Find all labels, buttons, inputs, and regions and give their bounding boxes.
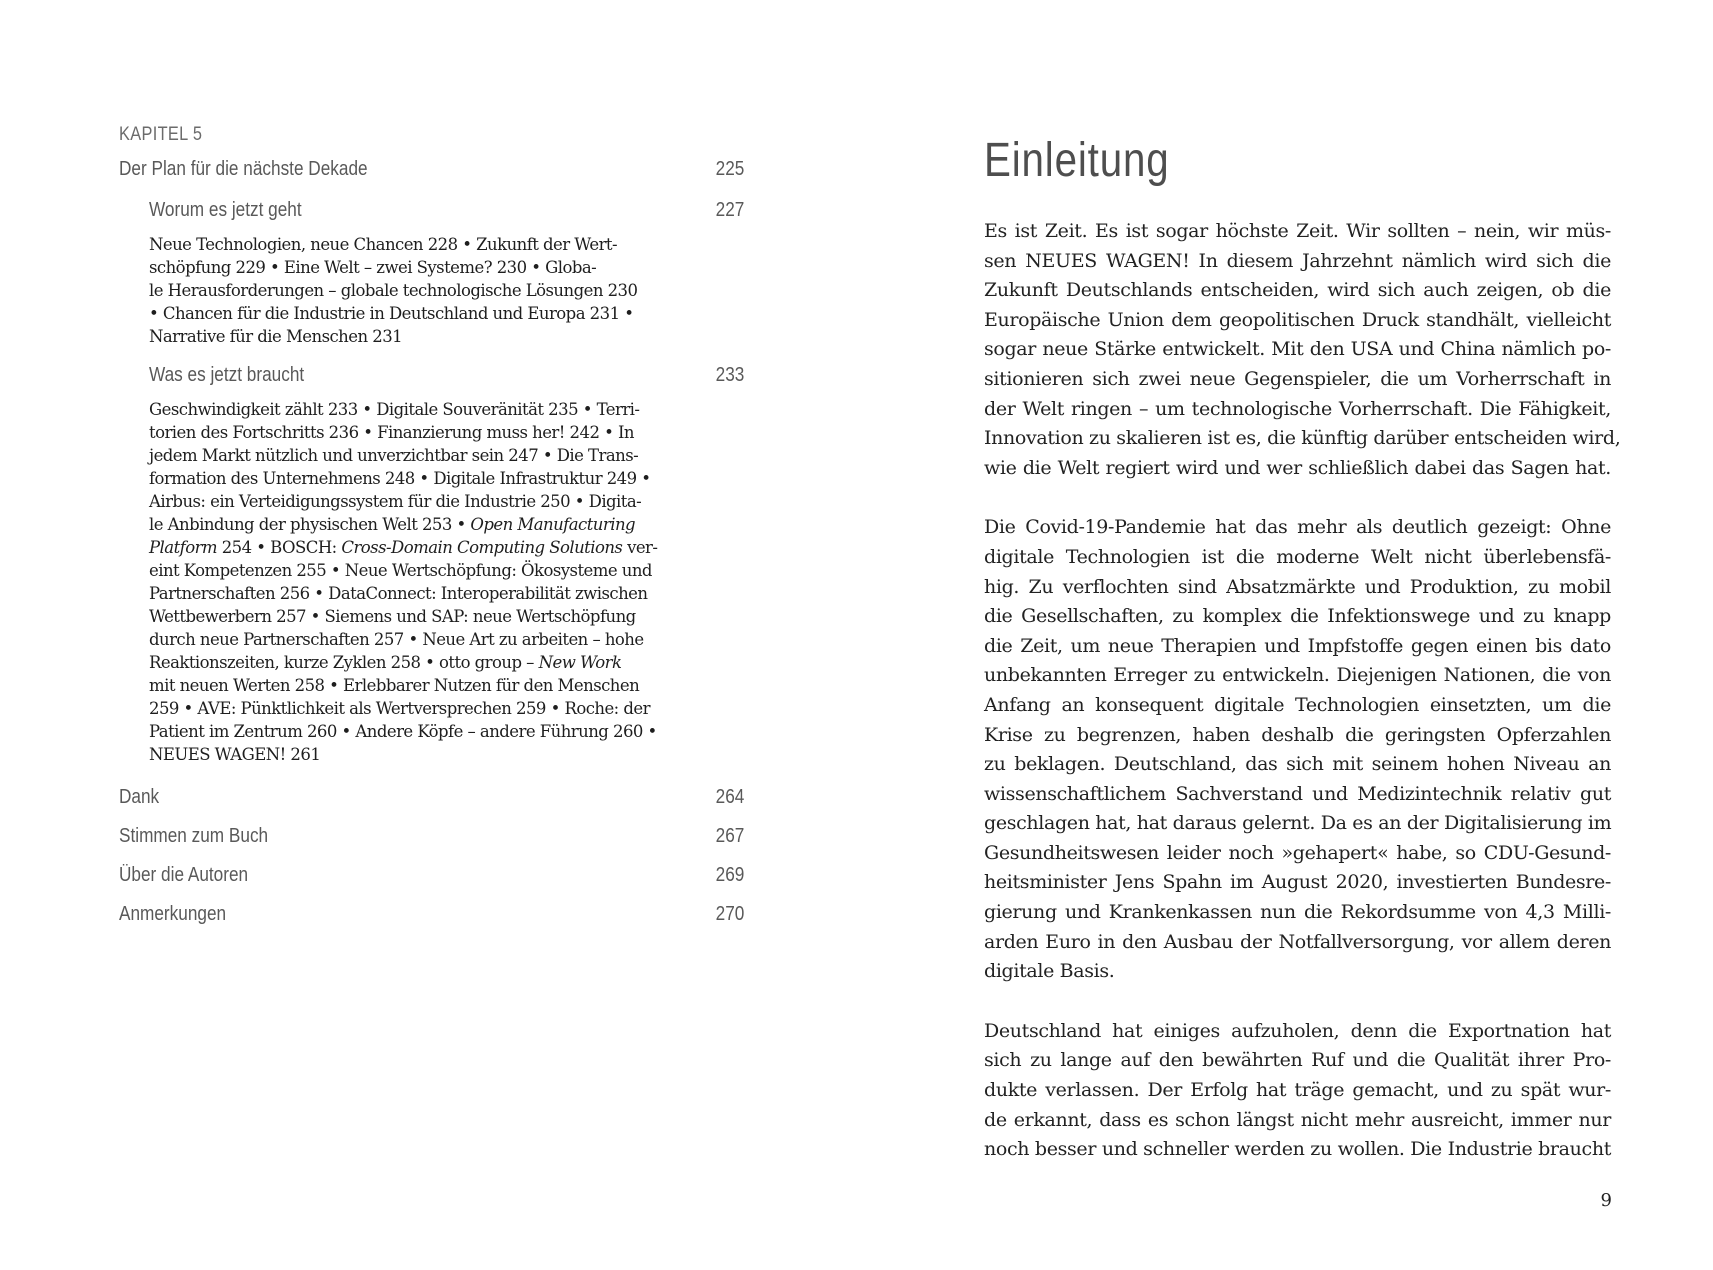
topic-italic: Cross-Domain Computing Solutions: [341, 538, 623, 557]
topic-line: durch neue Partnerschaften 257 • Neue Art zu arbeiten – hohe: [149, 630, 644, 649]
topic-italic: Platform: [149, 538, 218, 557]
toc-section-topics: [149, 233, 689, 348]
toc-section-page: 233: [715, 364, 744, 386]
topic-italic: Open Manufacturing: [470, 515, 636, 534]
topic-line: [149, 651, 689, 674]
topic-line: [149, 513, 689, 536]
text-line: die Gesellschaften, zu komplex die Infektionswege und zu knapp: [984, 605, 1611, 628]
text-line: digitale Basis.: [984, 960, 1115, 983]
page-number: 9: [1600, 1190, 1612, 1211]
left-page: [0, 0, 856, 1270]
topic-line: eint Kompetenzen 255 • Neue Wertschöpfung: Ökosysteme und: [149, 561, 652, 580]
text-line: Gesundheitswesen leider noch »gehapert« habe, so CDU-Gesund-: [984, 841, 1611, 864]
toc-entry-title: Dank: [119, 786, 160, 808]
table-of-contents: [119, 120, 744, 934]
toc-entry-title: Der Plan für die nächste Dekade: [119, 158, 368, 180]
toc-entry-dank[interactable]: [119, 778, 744, 817]
toc-section-worum[interactable]: [149, 189, 744, 231]
text-line: de erkannt, dass es schon längst nicht mehr ausreicht, immer nur: [984, 1108, 1611, 1131]
text-line: digitale Technologien ist die moderne Welt nicht überlebensfä-: [984, 545, 1611, 568]
topic-line: Patient im Zentrum 260 • Andere Köpfe – andere Führung 260 •: [149, 722, 657, 741]
text-line: sogar neue Stärke entwickelt. Mit den USA und China nämlich po-: [984, 338, 1611, 361]
toc-section-topics: [149, 398, 689, 766]
toc-section-page: 227: [715, 199, 744, 221]
topic-text: 254 • BOSCH:: [221, 538, 337, 557]
text-line: dukte verlassen. Der Erfolg hat träge gemacht, und zu spät wur-: [984, 1079, 1611, 1102]
toc-back-matter: [119, 778, 744, 934]
toc-entry-title: Über die Autoren: [119, 864, 249, 886]
text-line: Die Covid-19-Pandemie hat das mehr als deutlich gezeigt: Ohne: [984, 516, 1611, 539]
text-line: wie die Welt regiert wird und wer schließlich dabei das Sagen hat.: [984, 456, 1611, 479]
text-line: wissenschaftlichem Sachverstand und Medizintechnik relativ gut: [984, 782, 1611, 805]
toc-entry-page: 270: [715, 903, 744, 925]
topic-line: 259 • AVE: Pünktlichkeit als Wertversprechen 259 • Roche: der: [149, 699, 650, 718]
text-line: geschlagen hat, hat daraus gelernt. Da es an der Digitalisierung im: [984, 812, 1612, 835]
text-line: der Welt ringen – um technologische Vorherrschaft. Die Fähigkeit,: [984, 397, 1611, 420]
topic-line: Neue Technologien, neue Chancen 228 • Zukunft der Wert-: [149, 235, 618, 254]
topic-italic: New Work: [538, 653, 622, 672]
toc-entry-stimmen[interactable]: [119, 817, 744, 856]
toc-entry-page: 267: [715, 825, 744, 847]
text-line: hig. Zu verflochten sind Absatzmärkte und Produktion, zu mobil: [984, 575, 1611, 598]
toc-section-was[interactable]: [149, 354, 744, 396]
body-text: [984, 217, 1621, 1195]
text-line: heitsminister Jens Spahn im August 2020, investierten Bundesre-: [984, 871, 1611, 894]
topic-line: Narrative für die Menschen 231: [149, 327, 403, 346]
topic-line: Airbus: ein Verteidigungssystem für die Industrie 250 • Digita-: [149, 492, 642, 511]
paragraph: [984, 1017, 1611, 1165]
topic-line: NEUES WAGEN! 261: [149, 745, 321, 764]
text-line: sen NEUES WAGEN! In diesem Jahrzehnt nämlich wird sich die: [984, 249, 1611, 272]
topic-line: • Chancen für die Industrie in Deutschland und Europa 231 •: [149, 304, 634, 323]
chapter-label: KAPITEL 5: [119, 124, 203, 145]
text-line: Deutschland hat einiges aufzuholen, denn die Exportnation hat: [984, 1019, 1611, 1042]
topic-line: le Herausforderungen – globale technologische Lösungen 230: [149, 281, 638, 300]
topic-line: Partnerschaften 256 • DataConnect: Interoperabilität zwischen: [149, 584, 648, 603]
topic-line: torien des Fortschritts 236 • Finanzierung muss her! 242 • In: [149, 423, 635, 442]
chapter-title: Einleitung: [984, 134, 1170, 187]
text-line: zu beklagen. Deutschland, das sich mit seinem hohen Niveau an: [984, 753, 1611, 776]
text-line: arden Euro in den Ausbau der Notfallversorgung, vor allem deren: [984, 930, 1611, 953]
toc-entry-title: Stimmen zum Buch: [119, 825, 269, 847]
toc-section-title: Was es jetzt braucht: [149, 364, 305, 386]
topic-line: [149, 536, 689, 559]
toc-section-title: Worum es jetzt geht: [149, 199, 302, 221]
text-line: Es ist Zeit. Es ist sogar höchste Zeit. Wir sollten – nein, wir müs-: [984, 220, 1611, 242]
toc-entry-page: 264: [715, 786, 744, 808]
text-line: noch besser und schneller werden zu wollen. Die Industrie braucht: [984, 1138, 1611, 1161]
toc-entry-autoren[interactable]: [119, 856, 744, 895]
topic-line: mit neuen Werten 258 • Erlebbarer Nutzen für den Menschen: [149, 676, 640, 695]
paragraph: [984, 513, 1611, 987]
right-page: [856, 0, 1713, 1270]
topic-line: Geschwindigkeit zählt 233 • Digitale Souveränität 235 • Terri-: [149, 400, 640, 419]
topic-line: Wettbewerbern 257 • Siemens und SAP: neue Wertschöpfung: [149, 607, 636, 626]
toc-entry-chapter[interactable]: [119, 150, 744, 189]
text-line: Innovation zu skalieren ist es, die künftig darüber entscheiden wird,: [984, 427, 1621, 450]
text-line: die Zeit, um neue Therapien und Impfstoffe gegen einen bis dato: [984, 634, 1611, 657]
topic-line: jedem Markt nützlich und unverzichtbar sein 247 • Die Trans-: [149, 446, 639, 465]
topic-text: Reaktionszeiten, kurze Zyklen 258 • otto group –: [149, 653, 534, 672]
text-line: Zukunft Deutschlands entscheiden, wird sich auch zeigen, ob die: [984, 279, 1611, 302]
text-line: sich zu lange auf den bewährten Ruf und die Qualität ihrer Pro-: [984, 1049, 1611, 1072]
paragraph: [984, 217, 1621, 483]
toc-entry-page: 269: [715, 864, 744, 886]
text-line: Krise zu begrenzen, haben deshalb die geringsten Opferzahlen: [984, 723, 1611, 746]
toc-entry-title: Anmerkungen: [119, 903, 227, 925]
toc-entry-page: 225: [715, 158, 744, 180]
text-line: Anfang an konsequent digitale Technologien einsetzten, um die: [984, 693, 1611, 716]
text-line: gierung und Krankenkassen nun die Rekordsumme von 4,3 Milli-: [984, 901, 1611, 924]
toc-entry-anmerkungen[interactable]: [119, 895, 744, 934]
topic-line: formation des Unternehmens 248 • Digitale Infrastruktur 249 •: [149, 469, 651, 488]
text-line: unbekannten Erreger zu entwickeln. Diejenigen Nationen, die von: [984, 664, 1611, 687]
topic-text: le Anbindung der physischen Welt 253 •: [149, 515, 466, 534]
topic-text: ver-: [627, 538, 658, 557]
text-line: Europäische Union dem geopolitischen Druck standhält, vielleicht: [984, 308, 1611, 331]
text-line: sitionieren sich zwei neue Gegenspieler, die um Vorherrschaft in: [984, 367, 1611, 390]
topic-line: schöpfung 229 • Eine Welt – zwei Systeme? 230 • Globa-: [149, 258, 597, 277]
